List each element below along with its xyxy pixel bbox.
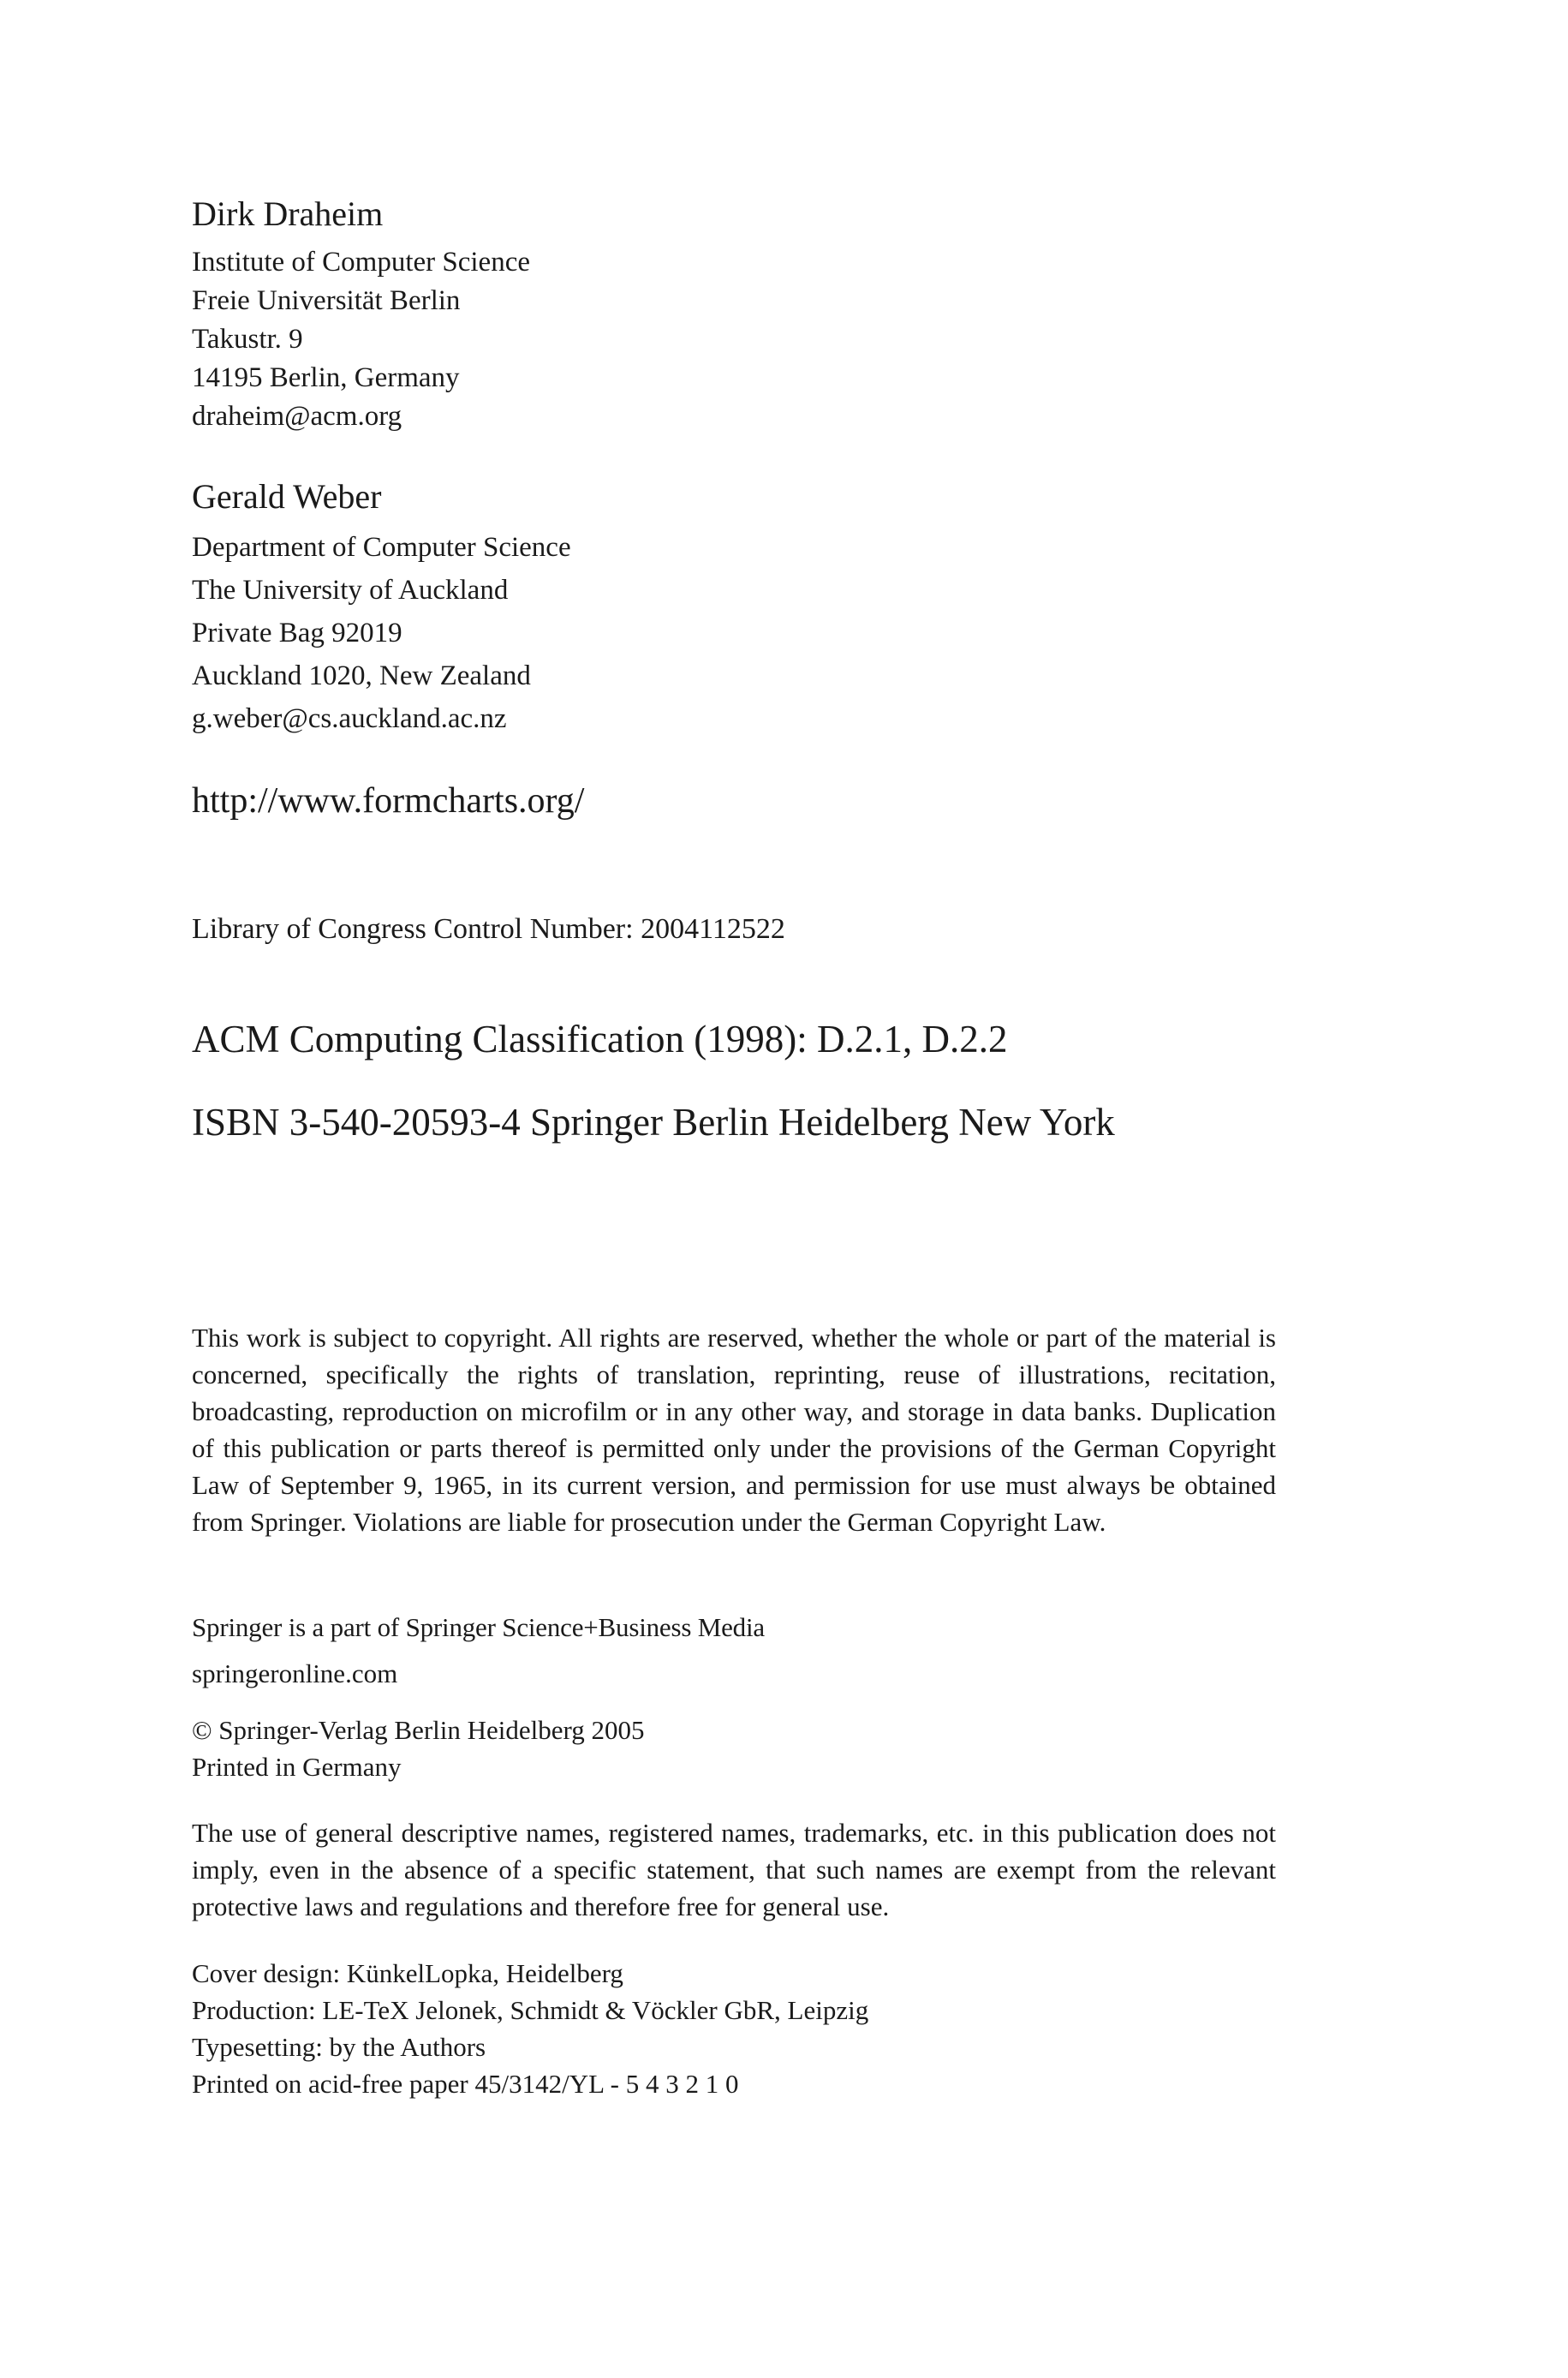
author1-block <box>192 194 1374 436</box>
credit-production: Production: LE-TeX Jelonek, Schmidt & Vöckler GbR, Leipzig <box>192 1995 869 2025</box>
author1-university: Freie Universität Berlin <box>192 285 461 316</box>
printed-in: Printed in Germany <box>192 1752 402 1782</box>
lccn-line: Library of Congress Control Number: 2004112522 <box>192 913 785 945</box>
publisher-site[interactable]: springeronline.com <box>192 1658 398 1688</box>
credit-cover: Cover design: KünkelLopka, Heidelberg <box>192 1958 623 1988</box>
copyright-block <box>192 1712 1374 1785</box>
author1-institute: Institute of Computer Science <box>192 247 530 278</box>
author1-street: Takustr. 9 <box>192 324 303 355</box>
author1-name: Dirk Draheim <box>192 194 384 233</box>
acm-classification: ACM Computing Classification (1998): D.2.1, D.2.2 <box>192 1018 1008 1061</box>
author2-department: Department of Computer Science <box>192 532 571 563</box>
trademark-notice: The use of general descriptive names, registered names, trademarks, etc. in this publication does not imply, even in the absence of a specific statement, that such names are exempt from the relevant protective laws and regulations and therefore free for general use. <box>192 1818 1276 1921</box>
credit-typesetting: Typesetting: by the Authors <box>192 2032 486 2062</box>
credits-block <box>192 1955 1374 2102</box>
copyright-notice: This work is subject to copyright. All rights are reserved, whether the whole or part of the material is concerned, specifically the rights of translation, reprinting, reuse of illustrations, recitation, broadcasting, reproduction on microfilm or in any other way, and storage in data banks. Duplication of this publication or parts thereof is permitted only under the provisions of the German Copyright Law of September 9, 1965, in its current version, and permission for use must always be obtained from Springer. Violations are liable for prosecution under the German Copyright Law. <box>192 1323 1276 1537</box>
author1-email[interactable]: draheim@acm.org <box>192 401 402 432</box>
author2-email[interactable]: g.weber@cs.auckland.ac.nz <box>192 703 507 734</box>
author2-postbox: Private Bag 92019 <box>192 618 402 648</box>
author2-city: Auckland 1020, New Zealand <box>192 660 531 691</box>
copyright-line: © Springer-Verlag Berlin Heidelberg 2005 <box>192 1715 645 1745</box>
credit-paper: Printed on acid-free paper 45/3142/YL - 5 4 3 2 1 0 <box>192 2069 739 2099</box>
isbn-line: ISBN 3-540-20593-4 Springer Berlin Heidelberg New York <box>192 1101 1115 1144</box>
publisher-info <box>192 1607 1374 1694</box>
publisher-group: Springer is a part of Springer Science+Business Media <box>192 1612 765 1642</box>
author2-block <box>192 476 1374 740</box>
author2-name: Gerald Weber <box>192 477 382 516</box>
author1-city: 14195 Berlin, Germany <box>192 362 460 393</box>
author2-university: The University of Auckland <box>192 575 509 606</box>
website-link[interactable]: http://www.formcharts.org/ <box>192 781 585 821</box>
